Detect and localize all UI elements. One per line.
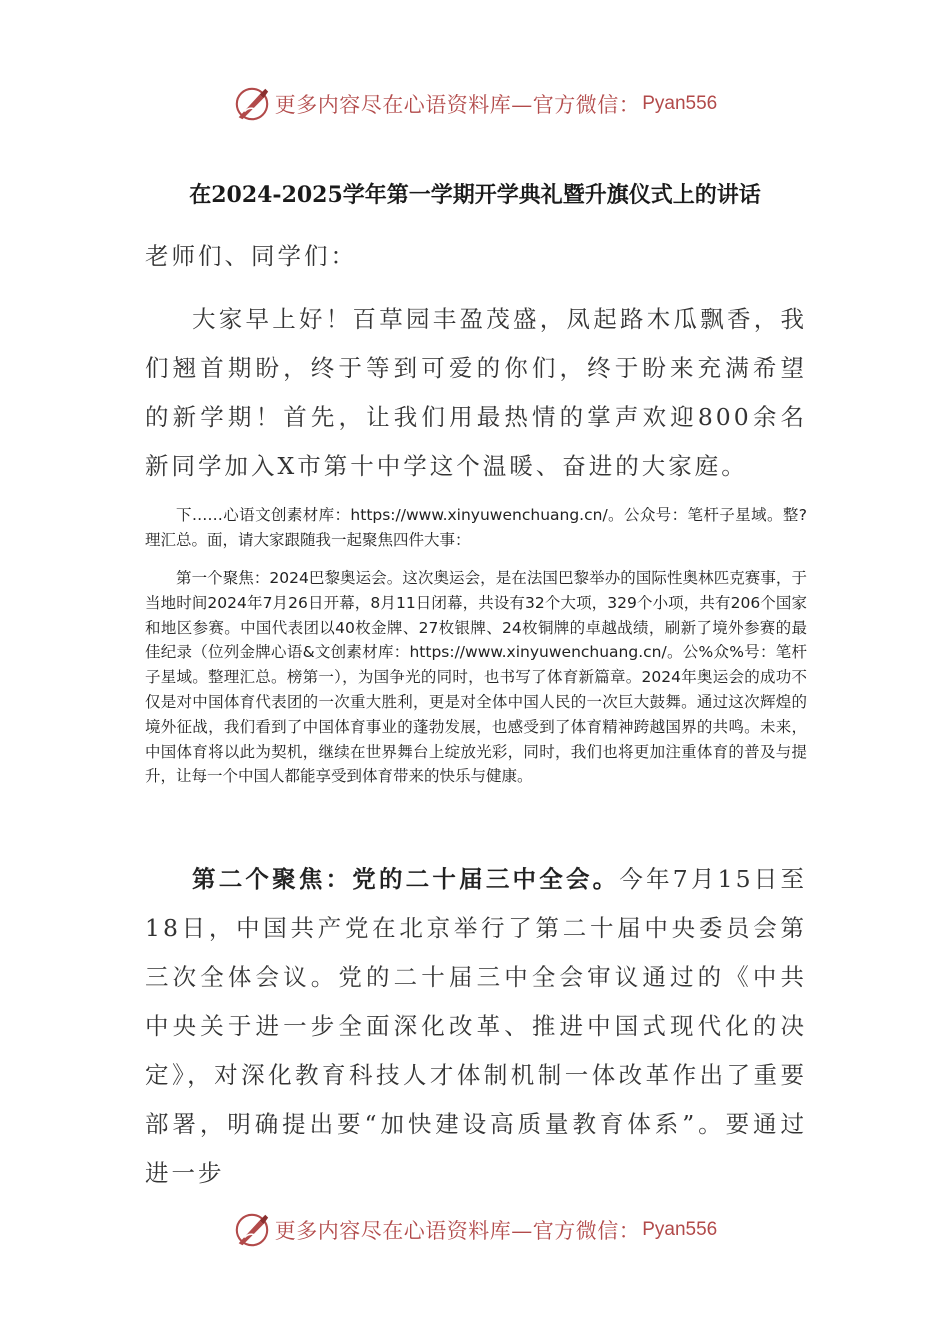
footer-wechat-id: Pyan556 [642,1219,718,1240]
footer-banner-text: 更多内容尽在心语资料库—官方微信： [274,1219,641,1243]
header-wechat-id: Pyan556 [642,93,718,114]
salutation: 老师们、同学们： [145,242,357,270]
header-banner-text: 更多内容尽在心语资料库—官方微信： [274,93,641,117]
paragraph-plenum [145,855,807,1198]
header-banner [0,82,950,126]
plenum-body: 今年7月15日至18日，中国共产党在北京举行了第二十届中央委员会第三次全体会议。党的二十届三中全会审议通过的《中共中央关于进一步全面深化改革、推进中国式现代化的决定》，对深化教育科技人才体制机制一体改革作出了重要部署，明确提出要“加快建设高质量教育体系”。要通过进一步 [145,865,807,1187]
paragraph-greeting: 大家早上好！百草园丰盈茂盛，凤起路木瓜飘香，我们翘首期盼，终于等到可爱的你们，终于盼来充满希望的新学期！首先，让我们用最热情的掌声欢迎800余名新同学加入X市第十中学这个温暖、奋进的大家庭。 [145,305,807,480]
footer-banner [0,1208,950,1252]
plenum-heading: 第二个聚焦：党的二十届三中全会。 [192,865,620,893]
document-title: 在2024-2025学年第一学期开学典礼暨升旗仪式上的讲话 [189,182,761,208]
pen-logo-icon [233,85,271,123]
paragraph-transition: 下……心语文创素材库：https://www.xinyuwenchuang.cn/。公众号：笔杆子星域。整?理汇总。面，请大家跟随我一起聚焦四件大事： [145,506,807,549]
pen-logo-icon [233,1211,271,1249]
paragraph-olympics: 第一个聚焦：2024巴黎奥运会。这次奥运会，是在法国巴黎举办的国际性奥林匹克赛事，于当地时间2024年7月26日开幕，8月11日闭幕，共设有32个大项，329个小项，共有206个国家和地区参赛。中国代表团以40枚金牌、27枚银牌、24枚铜牌的卓越战绩，刷新了境外参赛的最佳纪录（位列金牌心语&文创素材库：https://www.xinyuwenchuang.cn/。公%众%号：笔杆子星域。整理汇总。榜第一），为国争光的同时，也书写了体育新篇章。2024年奥运会的成功不仅是对中国体育代表团的一次重大胜利，更是对全体中国人民的一次巨大鼓舞。通过这次辉煌的境外征战，我们看到了中国体育事业的蓬勃发展，也感受到了体育精神跨越国界的共鸣。未来，中国体育将以此为契机，继续在世界舞台上绽放光彩，同时，我们也将更加注重体育的普及与提升，让每一个中国人都能享受到体育带来的快乐与健康。 [145,569,807,786]
